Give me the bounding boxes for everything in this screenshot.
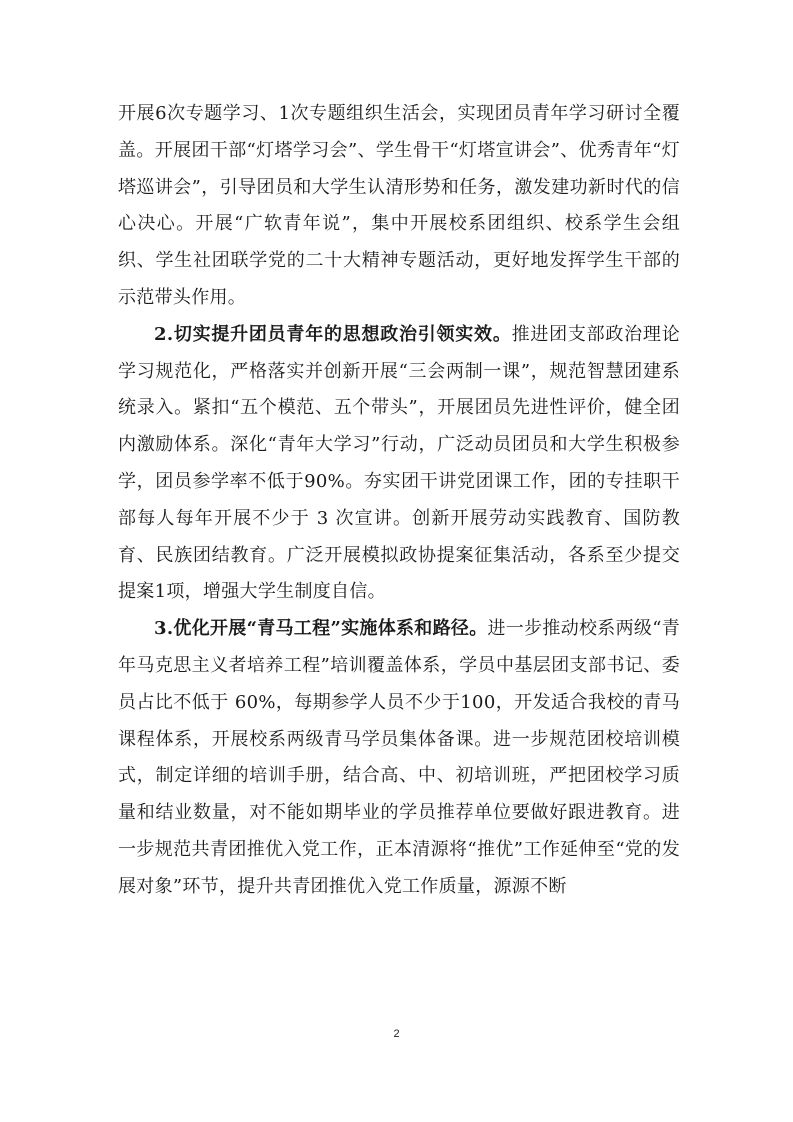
paragraph-3 [118,611,680,905]
paragraph-2 [118,317,680,611]
paragraph-2-heading: 2.切实提升团员青年的思想政治引领实效。 [154,323,512,345]
page-number: 2 [393,1028,400,1040]
paragraph-1 [118,96,680,317]
paragraph-3-text: 进一步推动校系两级“青年马克思主义者培养工程”培训覆盖体系，学员中基层团支部书记、委员占比不低于 60%，每期参学人员不少于100，开发适合我校的青马课程体系，开展校系两级青马学员集体备课。进一步规范团校培训模式，制定详细的培训手册，结合高、中、初培训班，严把团校学习质量和结业数量，对不能如期毕业的学员推荐单位要做好跟进教育。进一步规范共青团推优入党工作，正本清源将“推优”工作延伸至“党的发展对象”环节，提升共青团推优入党工作质量，源源不断 [118,618,681,897]
paragraph-1-text: 开展6次专题学习、1次专题组织生活会，实现团员青年学习研讨全覆盖。开展团干部“灯塔学习会”、学生骨干“灯塔宣讲会”、优秀青年“灯塔巡讲会”，引导团员和大学生认清形势和任务，激发建功新时代的信心决心。开展“广软青年说”，集中开展校系团组织、校系学生会组织、学生社团联学党的二十大精神专题活动，更好地发挥学生干部的示范带头作用。 [118,103,680,308]
paragraph-2-text: 推进团支部政治理论学习规范化，严格落实并创新开展“三会两制一课”，规范智慧团建系统录入。紧扣“五个模范、五个带头”，开展团员先进性评价，健全团内激励体系。深化“青年大学习”行动，广泛动员团员和大学生积极参学，团员参学率不低于90%。夯实团干讲党团课工作，团的专挂职干部每人每年开展不少于 3 次宣讲。创新开展劳动实践教育、国防教育、民族团结教育。广泛开展模拟政协提案征集活动，各系至少提交提案1项，增强大学生制度自信。 [118,323,680,603]
document-body [118,96,680,906]
paragraph-3-heading: 3.优化开展“青马工程”实施体系和路径。 [154,618,488,640]
